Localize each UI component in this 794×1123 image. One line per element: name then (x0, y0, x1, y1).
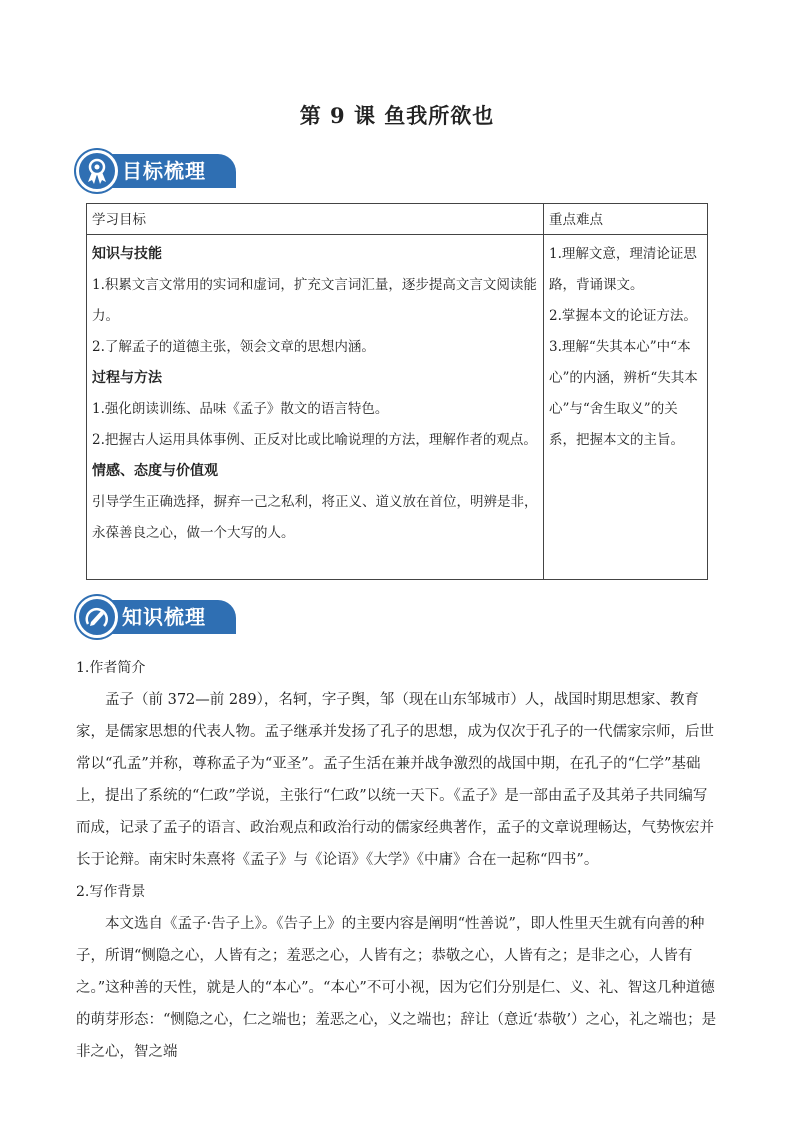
knowledge-heading: 2.写作背景 (76, 884, 146, 900)
keypoint-item: 3.理解“失其本心”中“本心”的内涵，辨析“失其本心”与“舍生取义”的关系，把握本文的主旨。 (549, 339, 698, 448)
goal-item: 1.积累文言文常用的实词和虚词，扩充文言词汇量，逐步提高文言文阅读能力。 (92, 277, 537, 324)
section-title: 过程与方法 (92, 370, 162, 386)
pencil-note-icon (82, 602, 112, 632)
banner-label: 目标梳理 (122, 159, 206, 183)
section-title: 知识与技能 (92, 246, 162, 262)
knowledge-paragraph: 孟子（前 372—前 289），名轲，字子舆，邹（现在山东邹城市）人，战国时期思想家、教育家，是儒家思想的代表人物。孟子继承并发扬了孔子的思想，成为仅次于孔子的一代儒家宗师，后世常以“孔孟”并称，尊称孟子为“亚圣”。孟子生活在兼并战争激烈的战国中期，在孔子的“仁学”基础上，提出了系统的“仁政”学说，主张行“仁政”以统一天下。《孟子》是一部由孟子及其弟子共同编写而成，记录了孟子的语言、政治观点和政治行动的儒家经典著作，孟子的文章说理畅达，气势恢宏并长于论辩。南宋时朱熹将《孟子》与《论语》《大学》《中庸》合在一起称“四书”。 (76, 692, 714, 868)
goals-cell (87, 235, 544, 580)
table-header-goals: 学习目标 (87, 204, 544, 235)
goal-item: 引导学生正确选择，摒弃一己之私利，将正义、道义放在首位，明辨是非，永葆善良之心，做一个大写的人。 (92, 494, 538, 541)
goals-table (86, 203, 708, 580)
goal-item: 1.强化朗读训练、品味《孟子》散文的语言特色。 (92, 401, 389, 417)
page-title: 第 9 课 鱼我所欲也 (299, 103, 495, 128)
section-banner-knowledge (76, 596, 246, 638)
table-header-keypoints: 重点难点 (544, 204, 708, 235)
goal-item: 2.了解孟子的道德主张，领会文章的思想内涵。 (92, 339, 375, 355)
keypoint-item: 2.掌握本文的论证方法。 (549, 308, 697, 324)
knowledge-heading: 1.作者简介 (76, 660, 146, 676)
knowledge-paragraph: 本文选自《孟子·告子上》。《告子上》的主要内容是阐明“性善说”，即人性里天生就有向善的种子，所谓“恻隐之心，人皆有之；羞恶之心，人皆有之；恭敬之心，人皆有之；是非之心，人皆有之。”这种善的天性，就是人的“本心”。“本心”不可小视，因为它们分别是仁、义、礼、智这几种道德的萌芽形态：“恻隐之心，仁之端也；羞恶之心，义之端也；辞让（意近‘恭敬’）之心，礼之端也；是非之心，智之端 (76, 916, 717, 1060)
section-banner-goals (76, 150, 246, 192)
award-ribbon-icon (82, 156, 112, 186)
goal-item: 2.把握古人运用具体事例、正反对比或比喻说理的方法，理解作者的观点。 (92, 432, 537, 448)
keypoint-item: 1.理解文意，理清论证思路，背诵课文。 (549, 246, 697, 293)
section-title: 情感、态度与价值观 (92, 463, 218, 479)
banner-label: 知识梳理 (122, 605, 206, 629)
keypoints-cell (544, 235, 708, 580)
knowledge-body (76, 652, 718, 1068)
